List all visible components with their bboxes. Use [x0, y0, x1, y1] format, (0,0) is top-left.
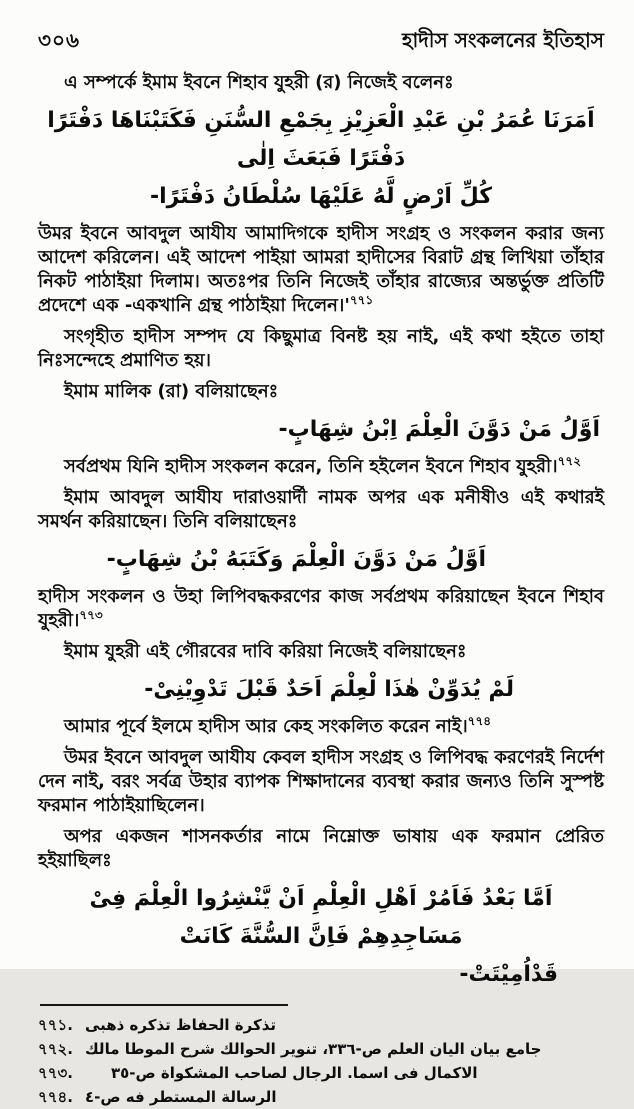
paragraph-translation-2: [38, 455, 604, 479]
footnote-separator: [40, 1004, 288, 1006]
footnote-row: [38, 1086, 604, 1109]
page-number: ৩০৬: [38, 28, 81, 52]
arabic-quote-1-line2: كُلِّ اَرْضٍ لَّهُ عَلَيْهَا سُلْطَانُ دَفْتَرًا-: [149, 184, 493, 209]
footnote-text: جامع بيان اليان العلم ص-٣٣٦، تنوير الحوالك شرح الموطا مالك: [84, 1040, 542, 1058]
footnote-number: ৭৭২.: [38, 1040, 73, 1058]
footnote-row: [38, 1014, 604, 1037]
paragraph-translation-1: [38, 222, 604, 318]
footnote-text: الاكمال فى اسما. الرجال لصاحب المشكواة ص-٣٥: [110, 1064, 478, 1082]
running-header-title: হাদীস সংকলনের ইতিহাস: [401, 28, 604, 52]
arabic-quote-3: اَوَّلُ مَنْ دَوَّنَ الْعِلْمَ وَكَتَبَهُ بْنُ شِهَابٍ-: [106, 547, 486, 572]
translation-4-text: আমার পূর্বে ইলমে হাদীস আর কেহ সংকলিত করেন নাই।: [64, 716, 468, 737]
footnote-text: الرسالة المستطر فه ص-٤: [84, 1088, 277, 1106]
footnote-ref-774: ৭৭৪: [467, 714, 492, 728]
footnote-row: [38, 1062, 604, 1085]
arabic-quote-4: لَمْ يُدَوِّنْ هٰذَا لْعِلْمَ اَحَدٌ قَبْلَ تَدْوِيْنِىْ-: [144, 677, 514, 702]
paragraph-translation-3: [38, 585, 604, 633]
paragraph-translation-4: [38, 715, 604, 739]
footnote-ref-771: ৭৭১: [349, 293, 374, 307]
translation-1-text: উমর ইবনে আবদুল আযীয আমাদিগকে হাদীস সংগ্রহ ও সংকলন করার জন্য আদেশ করিলেন। এই আদেশ পাইয়া আমরা হাদীসের বিরাট গ্রন্থ লিখিয়া তাঁহার নিকট পাঠাইয়া দিলাম। অতঃপর তিনি নিজেই তাঁহার রাজ্যের অন্তর্ভুক্ত প্রতিটি প্রদেশে এক -একখানি গ্রন্থ পাঠাইয়া দিলেন।': [38, 223, 604, 316]
translation-2-text: সর্বপ্রথম যিনি হাদীস সংকলন করেন, তিনি হইলেন ইবনে শিহাব যুহরী।: [64, 456, 558, 477]
arabic-quote-5-line1: اَمَّا بَعْدُ فَاَمُرْ اَهْلِ الْعِلْمِ اَنْ يَّنْشِرُوا الْعِلْمَ فِىْ مَسَاجِدِهِمْ فَاِنَّ السُّنَّةَ كَانَتْ: [89, 886, 553, 949]
footnote-ref-773: ৭৭৩: [79, 608, 103, 622]
paragraph-imam-malik: ইমাম মালিক (রা) বলিয়াছেনঃ: [64, 381, 279, 402]
paragraph-darawardi: ইমাম আবদুল আযীয দারাওয়ার্দী নামক অপর এক মনীষীও এই কথারই সমর্থন করিয়াছেন। তিনি বলিয়াছেনঃ: [38, 487, 604, 532]
paragraph-farman: উমর ইবনে আবদুল আযীয কেবল হাদীস সংগ্রহ ও লিপিবদ্ধ করণেরই নির্দেশ দেন নাই, বরং সর্বত্র উহার ব্যাপক শিক্ষাদানের ব্যবস্থা করার জন্যও তিনি সুস্পষ্ট ফরমান পাঠাইয়াছিলেন।: [38, 747, 604, 816]
footnote-number: ৭৭১.: [38, 1016, 73, 1034]
page-header: [38, 26, 604, 59]
translation-3-text: হাদীস সংকলন ও উহা লিপিবদ্ধকরণের কাজ সর্বপ্রথম করিয়াছেন ইবনে শিহাব যুহরী।: [38, 586, 604, 631]
footnote-text: تذكرة الحفاظ تذكره ذهبى: [84, 1016, 277, 1034]
footnote-row: [38, 1038, 604, 1061]
arabic-quote-1-line1: اَمَرَنَا عُمَرُ بْنِ عَبْدِ الْعَزِيْزِ بِجَمْعِ السُّنَنِ فَكَتَبْنَاهَا دَفْتَرًا دَفْتَرًا فَبَعَثَ اِلٰى: [47, 108, 595, 171]
footnote-number: ৭৭৩.: [38, 1064, 73, 1082]
arabic-quote-5: [38, 880, 604, 994]
arabic-quote-5-line2: قَدْاُمِيْتَتْ-: [459, 962, 558, 987]
paragraph-preserved: সংগৃহীত হাদীস সম্পদ যে কিছুমাত্র বিনষ্ট হয় নাই, এই কথা হইতে তাহা নিঃসন্দেহে প্রমাণিত হয়।: [38, 326, 604, 371]
paragraph-intro: এ সম্পর্কে ইমাম ইবনে শিহাব যুহরী (র) নিজেই বলেনঃ: [64, 72, 454, 93]
footnote-number: ৭৭৪.: [38, 1088, 73, 1106]
paragraph-governor: অপর একজন শাসনকর্তার নামে নিম্নোক্ত ভাষায় এক ফরমান প্রেরিত হইয়াছিলঃ: [38, 826, 604, 871]
paragraph-zuhri-claim: ইমাম যুহরী এই গৌরবের দাবি করিয়া নিজেই বলিয়াছেনঃ: [64, 641, 467, 662]
arabic-quote-2: اَوَّلُ مَنْ دَوَّنَ الْعِلْمَ اِبْنُ شِهَابٍ-: [278, 417, 600, 442]
arabic-quote-1: [38, 102, 604, 216]
footnotes-section: [38, 1014, 604, 1109]
footnote-ref-772: ৭৭২: [557, 454, 582, 468]
